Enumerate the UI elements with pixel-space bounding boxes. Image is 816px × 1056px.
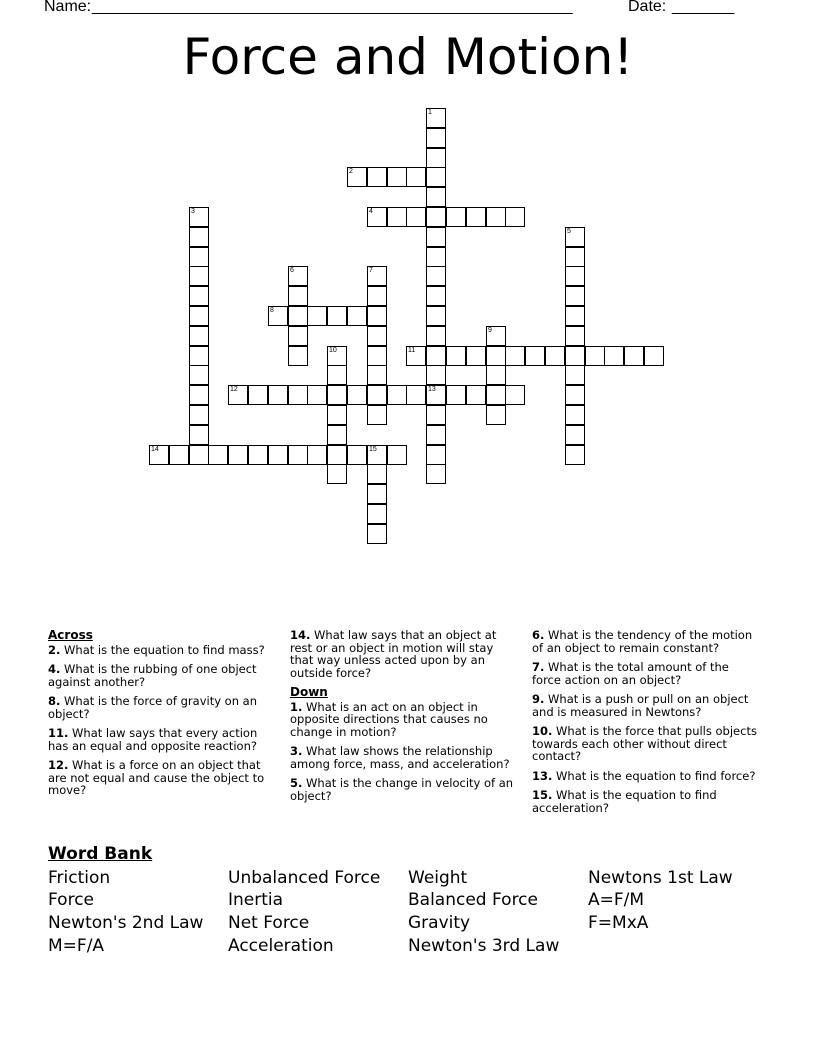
clue-item: 11. What law says that every action has an equal and opposite reaction?: [48, 726, 258, 753]
clues-column-2: [290, 629, 518, 809]
word-bank-item: Balanced Force: [408, 890, 538, 910]
word-bank-item: Newtons 1st Law: [588, 868, 733, 888]
crossword-cell[interactable]: [288, 266, 308, 286]
crossword-cell[interactable]: [426, 187, 446, 207]
clue-number: 6: [290, 267, 294, 274]
crossword-cell[interactable]: [505, 385, 525, 405]
crossword-cell[interactable]: [426, 306, 446, 326]
crossword-cell[interactable]: [189, 365, 209, 385]
crossword-cell[interactable]: [367, 464, 387, 484]
crossword-cell[interactable]: [466, 207, 486, 227]
crossword-cell[interactable]: [327, 385, 347, 405]
crossword-cell[interactable]: [327, 365, 347, 385]
clue-item: 6. What is the tendency of the motion of an object to remain constant?: [532, 628, 753, 655]
clue-number: 14: [151, 446, 159, 453]
crossword-cell[interactable]: [565, 326, 585, 346]
crossword-cell[interactable]: [387, 445, 407, 465]
crossword-cell[interactable]: [149, 445, 169, 465]
crossword-cell[interactable]: [367, 266, 387, 286]
clue-item: 4. What is the rubbing of one object against another?: [48, 662, 257, 689]
word-bank-item: Weight: [408, 868, 468, 888]
crossword-cell[interactable]: [486, 207, 506, 227]
crossword-cell[interactable]: [189, 266, 209, 286]
crossword-cell[interactable]: [307, 445, 327, 465]
crossword-cell[interactable]: [565, 425, 585, 445]
crossword-cell[interactable]: [367, 286, 387, 306]
clue-item: 3. What law shows the relationship among force, mass, and acceleration?: [290, 744, 510, 771]
crossword-cell[interactable]: [446, 346, 466, 366]
crossword-cell[interactable]: [367, 167, 387, 187]
crossword-cell[interactable]: [406, 385, 426, 405]
crossword-cell[interactable]: [189, 346, 209, 366]
crossword-cell[interactable]: [426, 346, 446, 366]
crossword-cell[interactable]: [446, 385, 466, 405]
clue-number: 8: [270, 307, 274, 314]
clue-item: 7. What is the total amount of the force action on an object?: [532, 660, 729, 687]
crossword-cell[interactable]: [486, 385, 506, 405]
word-bank-item: Inertia: [228, 890, 284, 910]
word-bank-item: A=F/M: [588, 890, 645, 910]
crossword-cell[interactable]: [466, 385, 486, 405]
crossword-cell[interactable]: [248, 385, 268, 405]
crossword-cell[interactable]: [367, 484, 387, 504]
crossword-cell[interactable]: [189, 247, 209, 267]
word-bank-item: Net Force: [228, 913, 310, 933]
crossword-cell[interactable]: [565, 266, 585, 286]
crossword-cell[interactable]: [486, 365, 506, 385]
crossword-cell[interactable]: [288, 326, 308, 346]
crossword-cell[interactable]: [565, 405, 585, 425]
crossword-cell[interactable]: [486, 346, 506, 366]
word-bank-item: Unbalanced Force: [228, 868, 381, 888]
crossword-cell[interactable]: [426, 286, 446, 306]
crossword-cell[interactable]: [347, 167, 367, 187]
crossword-cell[interactable]: [426, 128, 446, 148]
across-heading: Across: [48, 628, 93, 642]
crossword-cell[interactable]: [406, 207, 426, 227]
clue-item: 10. What is the force that pulls objects towards each other without direct contact?: [532, 724, 757, 763]
clue-across-14: 14. What law says that an object at rest or an object in motion will stay that way unless acted upon by an outside force?: [290, 628, 497, 680]
crossword-cell[interactable]: [288, 286, 308, 306]
crossword-cell[interactable]: [189, 306, 209, 326]
crossword-cell[interactable]: [466, 346, 486, 366]
word-bank-item: M=F/A: [48, 936, 105, 956]
crossword-cell[interactable]: [446, 207, 466, 227]
clue-number: 3: [191, 208, 195, 215]
word-bank-item: Force: [48, 890, 94, 910]
word-bank-item: Newton's 3rd Law: [408, 936, 560, 956]
crossword-cell[interactable]: [347, 445, 367, 465]
clue-number: 10: [329, 347, 337, 354]
crossword-cell[interactable]: [505, 207, 525, 227]
crossword-cell[interactable]: [228, 445, 248, 465]
crossword-cell[interactable]: [327, 405, 347, 425]
crossword-cell[interactable]: [208, 445, 228, 465]
crossword-cell[interactable]: [387, 167, 407, 187]
crossword-cell[interactable]: [406, 167, 426, 187]
crossword-cell[interactable]: [268, 445, 288, 465]
crossword-cell[interactable]: [307, 306, 327, 326]
crossword-cell[interactable]: [189, 405, 209, 425]
clue-number: 9: [488, 327, 492, 334]
clue-item: 13. What is the equation to find force?: [532, 768, 756, 783]
crossword-cell[interactable]: [288, 385, 308, 405]
name-label: Name:: [44, 0, 92, 15]
clue-number: 11: [408, 347, 416, 354]
crossword-cell[interactable]: [268, 306, 288, 326]
clue-item: 5. What is the change in velocity of an object?: [290, 776, 514, 803]
crossword-cell[interactable]: [367, 326, 387, 346]
clue-number: 12: [230, 386, 238, 393]
name-blank[interactable]: ______________________________________________________: [92, 0, 573, 15]
crossword-cell[interactable]: [189, 385, 209, 405]
crossword-cell[interactable]: [486, 326, 506, 346]
crossword-cell[interactable]: [565, 286, 585, 306]
crossword-cell[interactable]: [426, 326, 446, 346]
crossword-cell[interactable]: [347, 385, 367, 405]
clues-column-1: [48, 629, 276, 804]
clue-number: 13: [428, 386, 436, 393]
page-title: Force and Motion!: [182, 28, 634, 86]
crossword-cell[interactable]: [327, 425, 347, 445]
crossword-cell[interactable]: [327, 464, 347, 484]
crossword-cell[interactable]: [189, 227, 209, 247]
clue-item: 1. What is an act on an object in opposite directions that causes no change in motion?: [290, 699, 488, 739]
crossword-cell[interactable]: [604, 346, 624, 366]
crossword-cell[interactable]: [585, 346, 605, 366]
crossword-cell[interactable]: [367, 385, 387, 405]
word-bank-item: Newton's 2nd Law: [48, 913, 204, 933]
crossword-cell[interactable]: [426, 167, 446, 187]
crossword-cell[interactable]: [367, 524, 387, 544]
crossword-cell[interactable]: [426, 464, 446, 484]
clue-item: 15. What is the equation to find acceleration?: [532, 788, 717, 815]
crossword-cell[interactable]: [426, 445, 446, 465]
crossword-cell[interactable]: [169, 445, 189, 465]
crossword-cell[interactable]: [565, 227, 585, 247]
crossword-cell[interactable]: [565, 247, 585, 267]
word-bank-item: Gravity: [408, 913, 471, 933]
crossword-cell[interactable]: [525, 346, 545, 366]
crossword-cell[interactable]: [486, 405, 506, 425]
word-bank-title: Word Bank: [48, 844, 153, 864]
crossword-cell[interactable]: [565, 385, 585, 405]
crossword-cell[interactable]: [268, 385, 288, 405]
crossword-cell[interactable]: [367, 207, 387, 227]
crossword-cell[interactable]: [307, 385, 327, 405]
crossword-cell[interactable]: [644, 346, 664, 366]
crossword-cell[interactable]: [426, 247, 446, 267]
word-bank-item: F=MxA: [588, 913, 649, 933]
crossword-cell[interactable]: [426, 365, 446, 385]
crossword-cell[interactable]: [189, 286, 209, 306]
clue-number: 4: [369, 208, 373, 215]
clue-number: 2: [349, 168, 353, 175]
crossword-cell[interactable]: [327, 445, 347, 465]
clues-column-3: [532, 629, 760, 821]
crossword-cell[interactable]: [426, 207, 446, 227]
crossword-cell[interactable]: [228, 385, 248, 405]
crossword-cell[interactable]: [545, 346, 565, 366]
clue-item: 2. What is the equation to find mass?: [48, 642, 265, 657]
crossword-cell[interactable]: [426, 385, 446, 405]
clue-number: 5: [567, 228, 571, 235]
crossword-cell[interactable]: [565, 306, 585, 326]
crossword-cell[interactable]: [367, 346, 387, 366]
crossword-cell[interactable]: [327, 306, 347, 326]
crossword-cell[interactable]: [327, 346, 347, 366]
crossword-cell[interactable]: [426, 108, 446, 128]
crossword-cell[interactable]: [189, 445, 209, 465]
crossword-cell[interactable]: [288, 346, 308, 366]
word-bank-item: Friction: [48, 868, 111, 888]
crossword-cell[interactable]: [367, 445, 387, 465]
crossword-cell[interactable]: [189, 425, 209, 445]
clue-number: 1: [428, 109, 432, 116]
crossword-cell[interactable]: [565, 365, 585, 385]
crossword-cell[interactable]: [367, 365, 387, 385]
clue-item: 9. What is a push or pull on an object and is measured in Newtons?: [532, 692, 749, 719]
clue-number: 15: [369, 446, 377, 453]
crossword-cell[interactable]: [367, 405, 387, 425]
clue-item: 12. What is a force on an object that are not equal and cause the object to move?: [48, 758, 265, 797]
crossword-cell[interactable]: [288, 445, 308, 465]
date-label: Date:: [628, 0, 667, 15]
crossword-cell[interactable]: [624, 346, 644, 366]
date-blank[interactable]: _______: [672, 0, 735, 15]
crossword-cell[interactable]: [367, 504, 387, 524]
crossword-cell[interactable]: [387, 385, 407, 405]
clue-number: 7: [369, 267, 373, 274]
crossword-cell[interactable]: [505, 346, 525, 366]
crossword-cell[interactable]: [426, 425, 446, 445]
crossword-cell[interactable]: [288, 306, 308, 326]
crossword-cell[interactable]: [426, 148, 446, 168]
crossword-cell[interactable]: [387, 207, 407, 227]
crossword-cell[interactable]: [189, 326, 209, 346]
crossword-cell[interactable]: [426, 227, 446, 247]
crossword-cell[interactable]: [406, 346, 426, 366]
crossword-cell[interactable]: [347, 306, 367, 326]
crossword-cell[interactable]: [248, 445, 268, 465]
down-heading: Down: [290, 685, 328, 699]
crossword-cell[interactable]: [426, 405, 446, 425]
crossword-cell[interactable]: [426, 266, 446, 286]
crossword-cell[interactable]: [565, 445, 585, 465]
crossword-cell[interactable]: [367, 306, 387, 326]
crossword-cell[interactable]: [189, 207, 209, 227]
clue-item: 8. What is the force of gravity on an object?: [48, 694, 257, 721]
word-bank-item: Acceleration: [228, 936, 334, 956]
crossword-cell[interactable]: [565, 346, 585, 366]
